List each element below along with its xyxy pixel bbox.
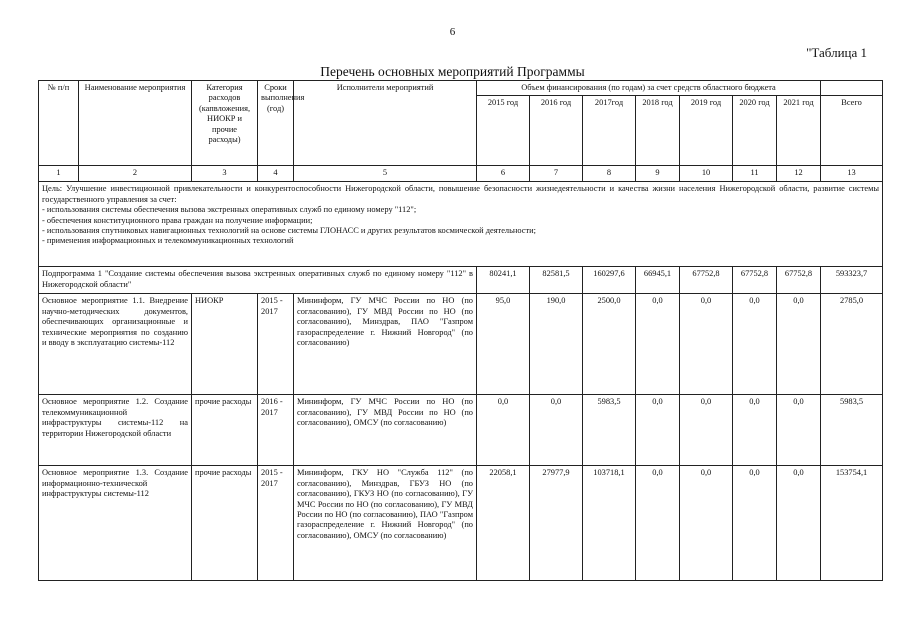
value-cell: 0,0 [777,395,821,466]
value-cell: 67752,8 [680,267,733,294]
measure-name: Основное мероприятие 1.3. Создание информационно-технической инфраструктуры системы-112 [39,466,192,581]
value-cell: 0,0 [680,294,733,395]
column-number: 6 [477,166,530,182]
value-cell: 0,0 [733,466,777,581]
value-cell: 0,0 [733,294,777,395]
value-cell: 593323,7 [821,267,883,294]
column-number: 13 [821,166,883,182]
column-number: 3 [192,166,258,182]
measure-category: прочие расходы [192,395,258,466]
value-cell: 82581,5 [530,267,583,294]
goal-line: - использования системы обеспечения вызова экстренных оперативных служб по единому номеру "112"; [42,205,417,215]
value-cell: 0,0 [733,395,777,466]
measure-category: НИОКР [192,294,258,395]
column-number: 4 [258,166,294,182]
goal-line: - применения информационных и телекоммуникационных технологий [42,236,294,246]
value-cell: 0,0 [777,466,821,581]
goal-line: - обеспечения конституционного права граждан на получение информации; [42,215,313,225]
value-cell: 0,0 [636,395,680,466]
measures-table [38,80,883,581]
col-header-empty [821,81,883,96]
value-cell: 67752,8 [733,267,777,294]
measure-term: 2015 - 2017 [258,294,294,395]
col-header-year: 2017год [583,96,636,166]
column-number: 5 [294,166,477,182]
goal-line: - использования спутниковых навигационных технологий на основе системы ГЛОНАСС и других результатов космической деятельности; [42,226,536,236]
col-header-year: 2015 год [477,96,530,166]
measure-name: Основное мероприятие 1.2. Создание телекоммуникационной инфраструктуры системы-112 на территории Нижегородской области [39,395,192,466]
subprogram-row [39,267,883,294]
column-number: 2 [79,166,192,182]
subprogram-name: Подпрограмма 1 "Создание системы обеспечения вызова экстренных оперативных служб по единому номеру "112" в Нижегородской области" [39,267,477,294]
goal-line: Цель: Улучшение инвестиционной привлекательности и конкурентоспособности Нижегородской области, повышение безопасности жизнедеятельности и качества жизни населения Нижегородской области, развитие системы государственного управления за счет: [42,184,880,204]
value-cell: 0,0 [680,466,733,581]
value-cell: 67752,8 [777,267,821,294]
column-number: 9 [636,166,680,182]
value-cell: 190,0 [530,294,583,395]
column-number: 12 [777,166,821,182]
col-header-category: Категория расходов (капвложения, НИОКР и прочие расходы) [192,81,258,166]
value-cell: 2500,0 [583,294,636,395]
measure-category: прочие расходы [192,466,258,581]
col-header-term: Сроки выполнения (год) [258,81,294,166]
measure-executors: Мининформ, ГУ МЧС России по НО (по согласованию), ГУ МВД России по НО (по согласованию), Минздрав, ПАО "Газпром газораспределение г. Нижний Новгород" (по согласованию) [294,294,477,395]
value-cell: 0,0 [636,466,680,581]
measure-executors: Мининформ, ГКУ НО "Служба 112" (по согласованию), Минздрав, ГБУЗ НО (по согласованию), ГКУЗ НО (по согласованию), ГУ МЧС России по НО (по согласованию), ГУ МВД России по НО (по согласованию), ПАО "Газпром газораспределение г. Нижний Новгород" (по согласованию), ОМСУ (по согласованию) [294,466,477,581]
col-header-year: 2019 год [680,96,733,166]
column-number: 8 [583,166,636,182]
col-header-funding-group: Объем финансирования (по годам) за счет средств областного бюджета [477,81,821,96]
goal-row [39,182,883,267]
table-row [39,294,883,395]
value-cell: 160297,6 [583,267,636,294]
value-cell: 0,0 [477,395,530,466]
col-header-total: Всего [821,96,883,166]
column-number: 10 [680,166,733,182]
value-cell: 22058,1 [477,466,530,581]
column-numbers-row [39,166,883,182]
col-header-year: 2018 год [636,96,680,166]
value-cell: 0,0 [636,294,680,395]
col-header-num: № п/п [39,81,79,166]
value-cell: 2785,0 [821,294,883,395]
measure-executors: Мининформ, ГУ МЧС России по НО (по согласованию), ГУ МВД России по НО (по согласованию), ОМСУ (по согласованию) [294,395,477,466]
page-number: 6 [449,26,456,38]
measure-term: 2016 - 2017 [258,395,294,466]
value-cell: 5983,5 [583,395,636,466]
value-cell: 80241,1 [477,267,530,294]
table-row [39,466,883,581]
table-row [39,395,883,466]
col-header-name: Наименование мероприятия [79,81,192,166]
value-cell: 103718,1 [583,466,636,581]
col-header-year: 2021 год [777,96,821,166]
table-label: "Таблица 1 [806,45,867,60]
column-number: 7 [530,166,583,182]
value-cell: 5983,5 [821,395,883,466]
header-row [39,81,883,96]
value-cell: 153754,1 [821,466,883,581]
value-cell: 66945,1 [636,267,680,294]
col-header-year: 2020 год [733,96,777,166]
value-cell: 0,0 [777,294,821,395]
value-cell: 0,0 [680,395,733,466]
measure-term: 2015 - 2017 [258,466,294,581]
value-cell: 0,0 [530,395,583,466]
col-header-executors: Исполнители мероприятий [294,81,477,166]
goal-text [39,182,883,267]
column-number: 1 [39,166,79,182]
value-cell: 95,0 [477,294,530,395]
document-title: Перечень основных мероприятий Программы [320,64,585,79]
value-cell: 27977,9 [530,466,583,581]
measure-name: Основное мероприятие 1.1. Внедрение научно-методических документов, обеспечивающих организационные и технические мероприятия по созданию и вводу в эксплуатацию системы-112 [39,294,192,395]
column-number: 11 [733,166,777,182]
col-header-year: 2016 год [530,96,583,166]
